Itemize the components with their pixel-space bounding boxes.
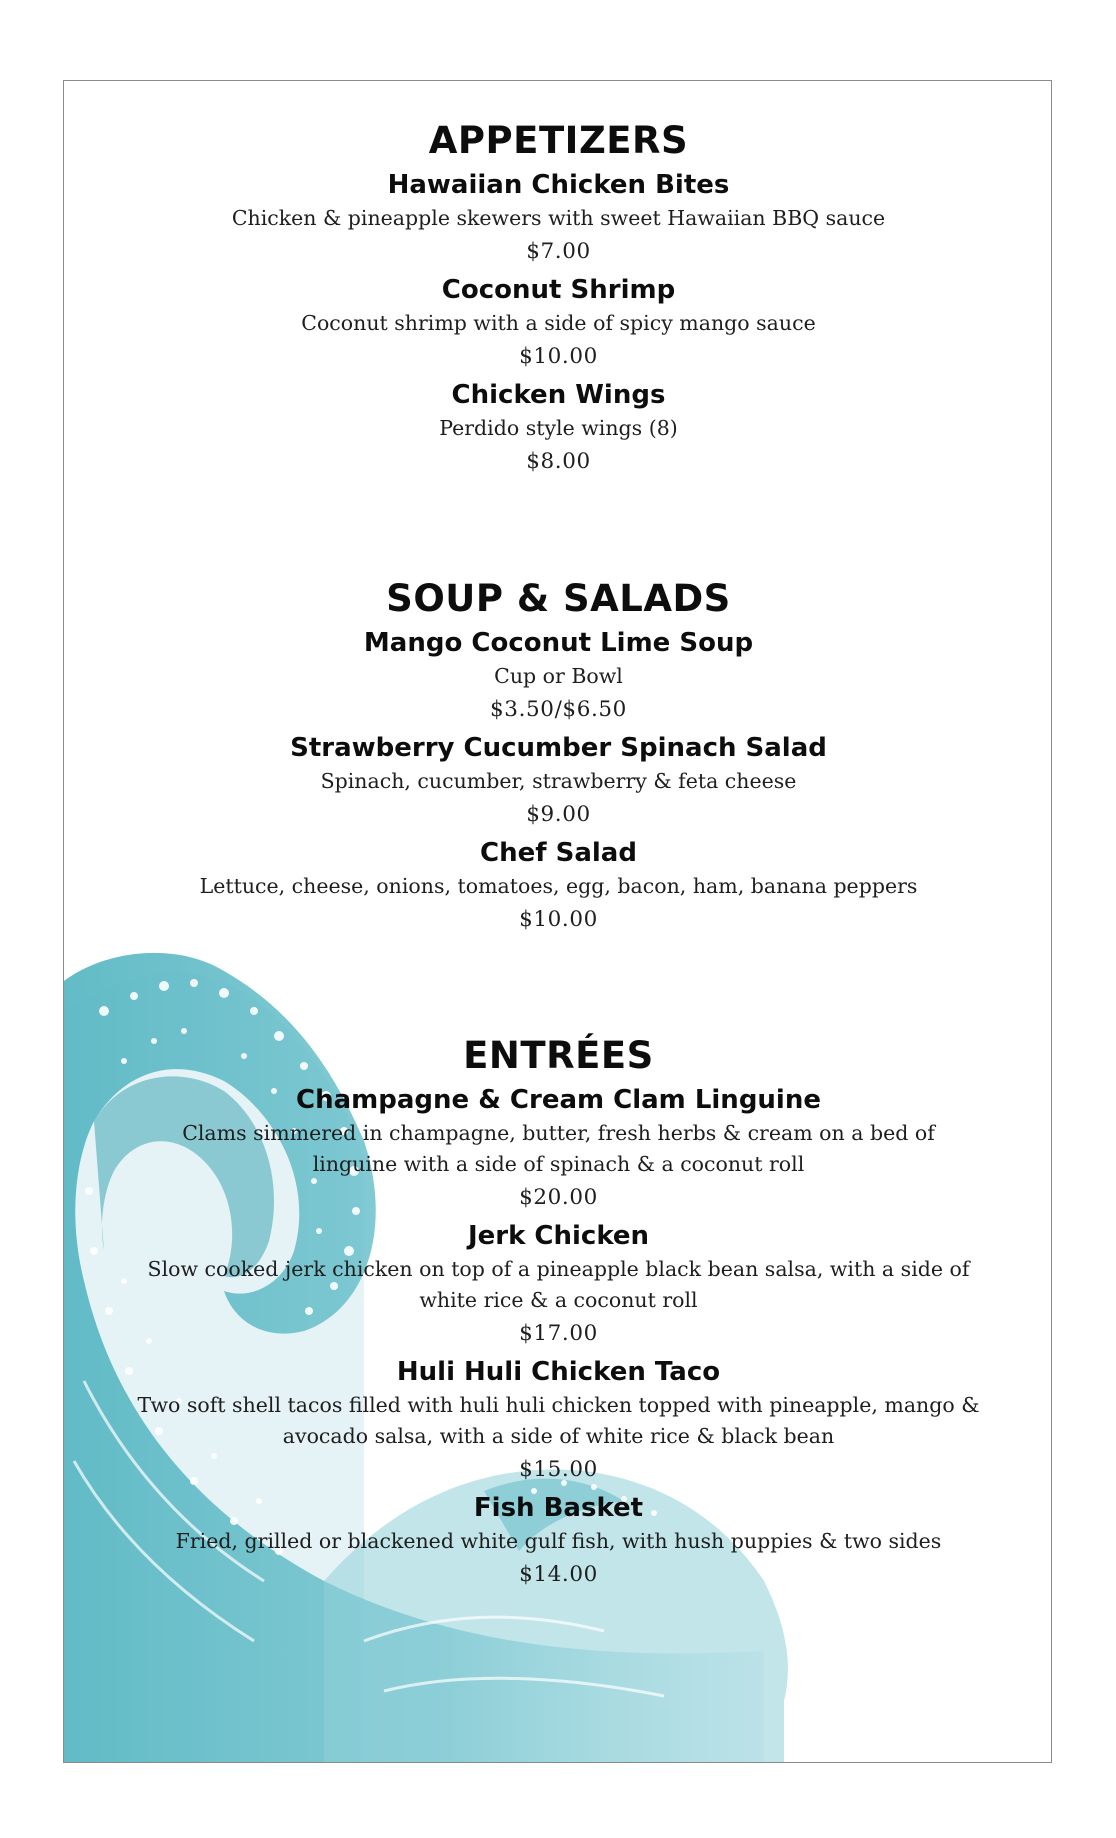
- item-price: $10.00: [519, 907, 598, 932]
- item-description: Coconut shrimp with a side of spicy mango sauce: [301, 311, 816, 335]
- item-description: Two soft shell tacos filled with huli huli chicken topped with pineapple, mango & avocado salsa, with a side of white rice & black bean: [137, 1393, 980, 1448]
- item-name: Jerk Chicken: [467, 1221, 650, 1251]
- item-description: Lettuce, cheese, onions, tomatoes, egg, bacon, ham, banana peppers: [199, 874, 918, 898]
- item-description: Perdido style wings (8): [439, 416, 678, 440]
- item-price: $10.00: [519, 344, 598, 369]
- menu-item: [64, 272, 1052, 375]
- menu-item: [64, 625, 1052, 728]
- section-appetizers: [64, 117, 1052, 480]
- item-price: $7.00: [526, 239, 591, 264]
- item-name: Champagne & Cream Clam Linguine: [296, 1085, 821, 1115]
- section-title: APPETIZERS: [428, 119, 689, 162]
- menu-page-frame: [63, 80, 1052, 1763]
- menu-item: [64, 1354, 1052, 1488]
- section-soup-salads: [64, 575, 1052, 938]
- item-description: Chicken & pineapple skewers with sweet Hawaiian BBQ sauce: [231, 206, 886, 230]
- item-description: Fried, grilled or blackened white gulf fish, with hush puppies & two sides: [175, 1529, 942, 1553]
- menu-item: [64, 730, 1052, 833]
- menu-item: [64, 1218, 1052, 1352]
- section-title: SOUP & SALADS: [386, 577, 731, 620]
- menu-item: [64, 167, 1052, 270]
- menu-item: [64, 1490, 1052, 1593]
- item-name: Hawaiian Chicken Bites: [387, 170, 730, 200]
- item-name: Fish Basket: [473, 1493, 644, 1523]
- item-description: Clams simmered in champagne, butter, fresh herbs & cream on a bed of linguine with a side of spinach & a coconut roll: [182, 1121, 935, 1176]
- menu-item: [64, 1082, 1052, 1216]
- item-price: $3.50/$6.50: [490, 697, 627, 722]
- item-price: $17.00: [519, 1321, 598, 1346]
- item-name: Mango Coconut Lime Soup: [363, 628, 754, 658]
- item-description: Slow cooked jerk chicken on top of a pineapple black bean salsa, with a side of white rice & a coconut roll: [147, 1257, 970, 1312]
- item-price: $8.00: [526, 449, 591, 474]
- item-name: Coconut Shrimp: [441, 275, 676, 305]
- item-description: Spinach, cucumber, strawberry & feta cheese: [320, 769, 797, 793]
- menu-item: [64, 377, 1052, 480]
- section-entrees: [64, 1032, 1052, 1593]
- item-name: Chicken Wings: [451, 380, 666, 410]
- item-price: $14.00: [519, 1562, 598, 1587]
- item-price: $9.00: [526, 802, 591, 827]
- menu-item: [64, 835, 1052, 938]
- item-name: Chef Salad: [480, 838, 637, 868]
- item-price: $15.00: [519, 1457, 598, 1482]
- section-title: ENTRÉES: [463, 1034, 654, 1077]
- item-price: $20.00: [519, 1185, 598, 1210]
- item-description: Cup or Bowl: [494, 664, 623, 688]
- item-name: Strawberry Cucumber Spinach Salad: [290, 733, 827, 763]
- item-name: Huli Huli Chicken Taco: [396, 1357, 721, 1387]
